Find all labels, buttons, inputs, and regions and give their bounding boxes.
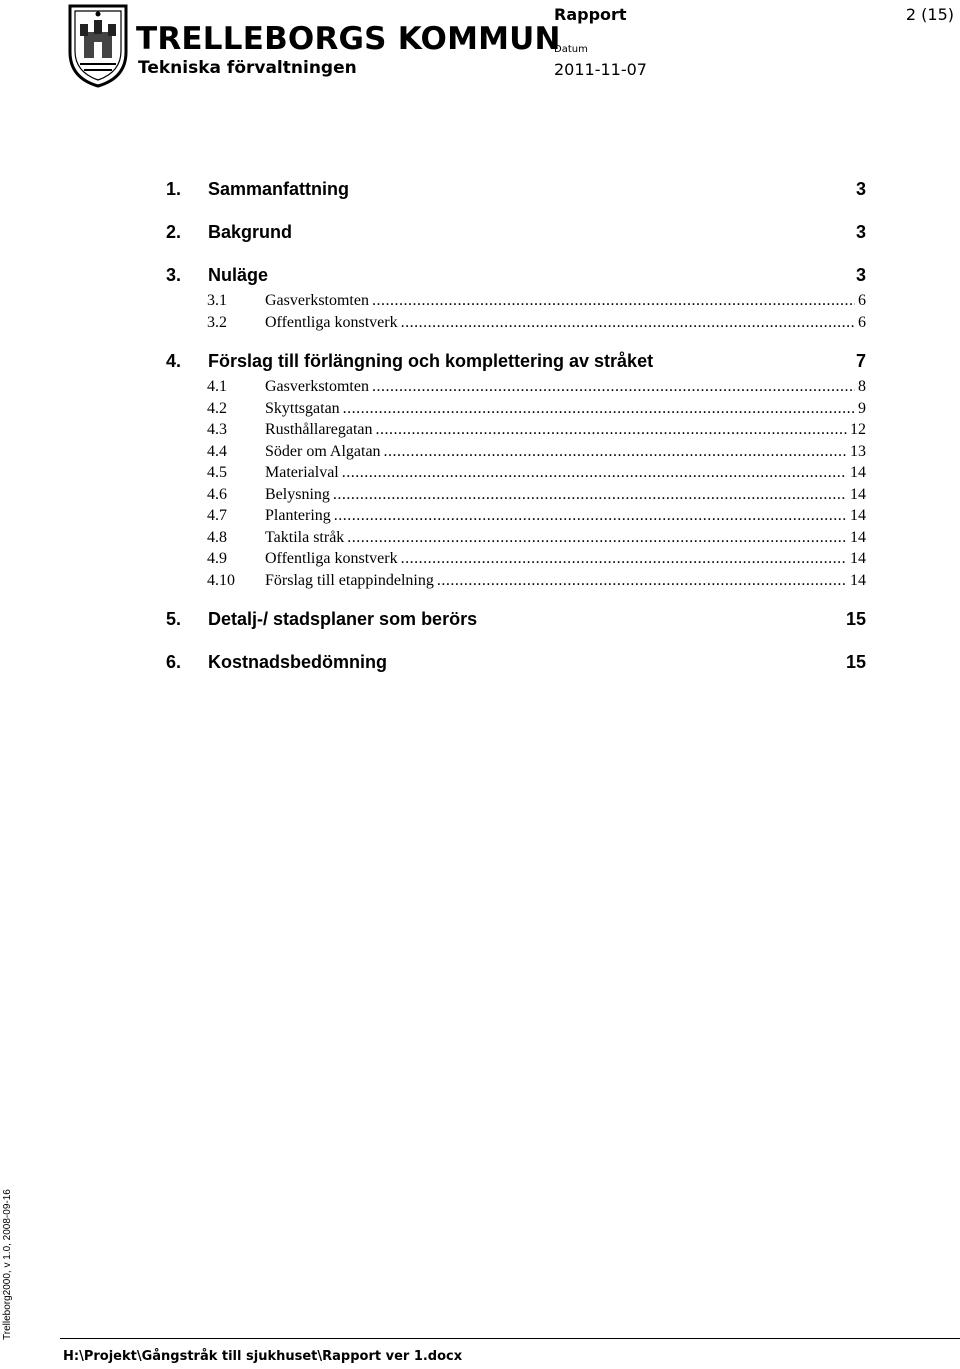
toc-section-5[interactable] — [166, 604, 866, 634]
toc-number: 4. — [166, 351, 182, 371]
toc-number: 4.5 — [207, 464, 227, 481]
toc-leader — [384, 441, 847, 463]
table-of-contents — [166, 174, 866, 677]
toc-section-6[interactable] — [166, 647, 866, 677]
toc-number: 4.3 — [207, 421, 227, 438]
toc-page: 15 — [845, 609, 866, 629]
toc-leader — [333, 484, 847, 506]
toc-section-3[interactable] — [166, 260, 866, 290]
date-label: Datum — [554, 44, 588, 55]
toc-section-4[interactable] — [166, 346, 866, 376]
toc-title: Plantering — [265, 507, 331, 524]
toc-page: 8 — [858, 378, 866, 395]
toc-number: 3.2 — [207, 313, 227, 331]
toc-leader — [342, 462, 847, 484]
toc-leader — [347, 527, 847, 549]
toc-title: Belysning — [265, 485, 330, 503]
toc-entry-4-3[interactable] — [166, 419, 866, 441]
toc-page: 3 — [855, 222, 866, 242]
toc-entry-4-5[interactable] — [166, 462, 866, 484]
toc-page: 14 — [850, 485, 866, 503]
toc-page: 14 — [850, 464, 866, 481]
toc-section-2[interactable] — [166, 217, 866, 247]
logo-title: TRELLEBORGS KOMMUN — [136, 21, 561, 57]
toc-number: 4.1 — [207, 378, 227, 395]
toc-title: Bakgrund — [208, 222, 293, 242]
toc-page: 9 — [858, 399, 866, 417]
footer-divider — [60, 1338, 960, 1339]
toc-page: 3 — [855, 179, 866, 199]
toc-page: 7 — [855, 351, 866, 371]
file-path: H:\Projekt\Gångstråk till sjukhuset\Rapport ver 1.docx — [63, 1349, 463, 1364]
document-type: Rapport — [554, 5, 627, 24]
toc-title: Gasverkstomten — [265, 292, 369, 309]
toc-page: 3 — [855, 265, 866, 285]
toc-number: 4.7 — [207, 507, 227, 524]
page-number: 2 (15) — [905, 5, 954, 24]
toc-leader — [372, 376, 855, 398]
toc-entry-4-9[interactable] — [166, 548, 866, 570]
toc-page: 15 — [845, 652, 866, 672]
toc-entry-4-2[interactable] — [166, 398, 866, 420]
toc-leader — [343, 398, 855, 420]
toc-title: Nuläge — [208, 265, 269, 285]
coat-of-arms-icon — [66, 2, 130, 88]
toc-leader — [437, 570, 847, 592]
toc-page: 6 — [858, 292, 866, 309]
toc-leader — [372, 290, 855, 312]
toc-page: 14 — [850, 550, 866, 567]
toc-entry-4-8[interactable] — [166, 527, 866, 549]
toc-number: 4.4 — [207, 442, 227, 460]
toc-title: Förslag till etappindelning — [265, 571, 434, 589]
toc-title: Rusthållaregatan — [265, 421, 373, 438]
toc-title: Förslag till förlängning och komplettering av stråket — [208, 351, 654, 371]
toc-entry-4-1[interactable] — [166, 376, 866, 398]
toc-entry-3-1[interactable] — [166, 290, 866, 312]
toc-number: 1. — [166, 179, 182, 199]
document-date: 2011-11-07 — [554, 60, 647, 79]
toc-number: 5. — [166, 609, 182, 629]
toc-title: Detalj-/ stadsplaner som berörs — [208, 609, 478, 629]
toc-title: Materialval — [265, 464, 339, 481]
toc-page: 13 — [850, 442, 866, 460]
toc-entry-4-10[interactable] — [166, 570, 866, 592]
toc-entry-3-2[interactable] — [166, 312, 866, 334]
toc-number: 3. — [166, 265, 182, 285]
toc-entry-4-6[interactable] — [166, 484, 866, 506]
toc-number: 4.9 — [207, 550, 227, 567]
toc-number: 4.2 — [207, 399, 227, 417]
template-version: Trelleborg2000, v 1.0, 2008-09-16 — [2, 1189, 13, 1340]
toc-page: 6 — [858, 313, 866, 331]
municipality-logo — [66, 2, 561, 92]
department-name: Tekniska förvaltningen — [138, 58, 357, 78]
toc-title: Kostnadsbedömning — [208, 652, 387, 672]
toc-number: 4.10 — [207, 571, 235, 589]
toc-page: 12 — [850, 421, 866, 438]
toc-title: Sammanfattning — [208, 179, 350, 199]
toc-page: 14 — [850, 507, 866, 524]
toc-entry-4-7[interactable] — [166, 505, 866, 527]
toc-title: Söder om Algatan — [265, 442, 381, 460]
toc-number: 6. — [166, 652, 182, 672]
toc-number: 2. — [166, 222, 182, 242]
toc-leader — [376, 419, 847, 441]
toc-leader — [401, 312, 855, 334]
toc-number: 4.8 — [207, 528, 227, 546]
toc-title: Gasverkstomten — [265, 378, 369, 395]
toc-entry-4-4[interactable] — [166, 441, 866, 463]
toc-leader — [401, 548, 847, 570]
toc-leader — [334, 505, 847, 527]
toc-title: Offentliga konstverk — [265, 550, 398, 567]
toc-page: 14 — [850, 571, 866, 589]
toc-title: Offentliga konstverk — [265, 313, 398, 331]
toc-number: 4.6 — [207, 485, 227, 503]
toc-number: 3.1 — [207, 292, 227, 309]
toc-section-1[interactable] — [166, 174, 866, 204]
toc-page: 14 — [850, 528, 866, 546]
toc-title: Taktila stråk — [265, 528, 345, 546]
toc-title: Skyttsgatan — [265, 399, 340, 417]
